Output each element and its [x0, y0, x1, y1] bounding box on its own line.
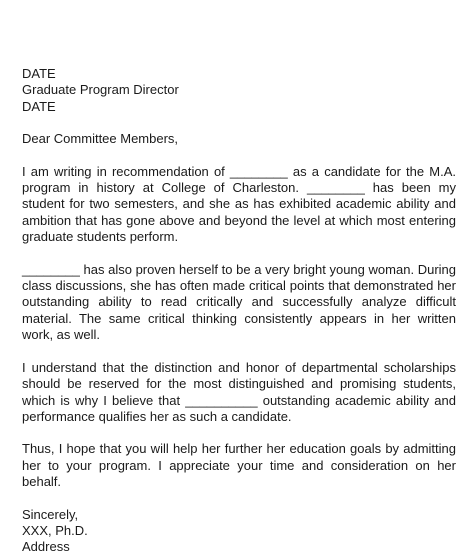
- spacer: [22, 344, 456, 360]
- signoff: Sincerely,: [22, 506, 79, 522]
- date-top: DATE: [22, 66, 56, 81]
- date-bottom: DATE: [22, 98, 56, 114]
- recipient-line: Graduate Program Director: [22, 82, 179, 98]
- spacer: [22, 148, 456, 164]
- salutation: Dear Committee Members,: [22, 131, 179, 147]
- recommendation-letter: [22, 66, 456, 556]
- spacer: [22, 115, 456, 131]
- signer-address: Address: [22, 539, 70, 555]
- spacer: [22, 491, 456, 507]
- signer-name: XXX, Ph.D.: [22, 522, 88, 538]
- spacer: [22, 425, 456, 441]
- paragraph-4: Thus, I hope that you will help her further her education goals by admitting her to your program. I appreciate your time and consideration on her behalf.: [22, 441, 456, 490]
- paragraph-1: I am writing in recommendation of ________ as a candidate for the M.A. program in history at College of Charleston. ________ has been my student for two semesters, and she as has exhibited academic ability and ambition that has gone above and beyond the level at which most entering graduate students perform.: [22, 163, 456, 245]
- paragraph-3: I understand that the distinction and honor of departmental scholarships should be reserved for the most distinguished and promising students, which is why I believe that __________ outstanding academic ability and performance qualifies her as such a candidate.: [22, 359, 456, 424]
- spacer: [22, 246, 456, 262]
- paragraph-2: ________ has also proven herself to be a very bright young woman. During class discussions, she has often made critical points that demonstrated her outstanding ability to read critically and successfully analyze difficult material. The same critical thinking consistently appears in her written work, as well.: [22, 261, 456, 343]
